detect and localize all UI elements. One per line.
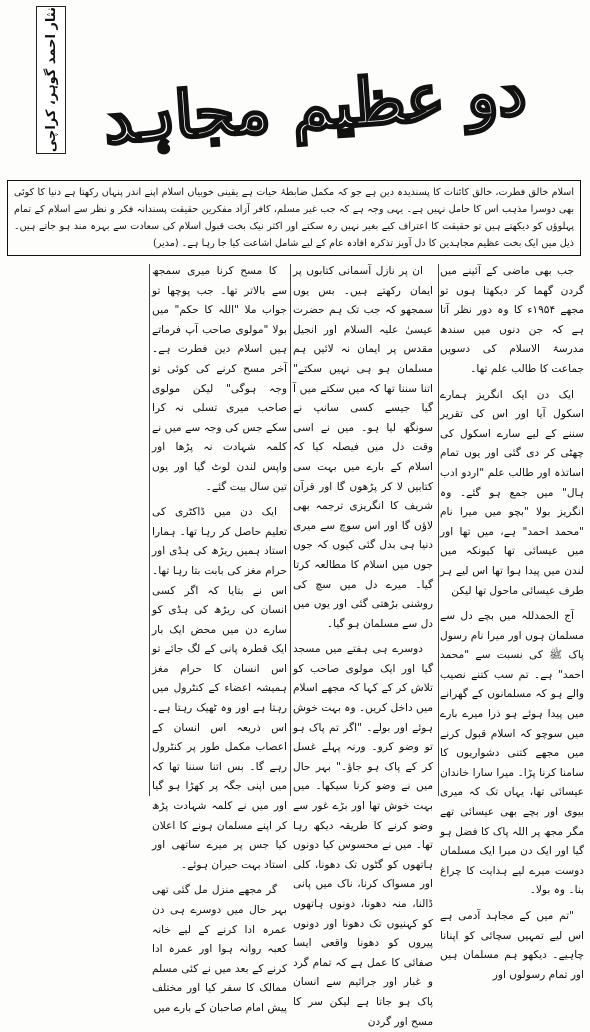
article-column-2 xyxy=(293,262,433,1028)
intro-text: اسلام خالق فطرت، خالق کائنات کا پسندیدہ دین ہے جو کہ مکمل ضابطۂ حیات ہے یقینی خوبیاں اسلام اپنے اندر پنہاں رکھتا ہے دنیا کا کوئی بھی دوسرا مذہب اس کا حامل نہیں ہے۔ یہی وجہ ہے کہ جب غیر مسلم، کافر آزاد مفکرین حقیقت پسندانہ فکر و نظر سے اسلام کے تمام پہلوؤں کو دیکھتے ہیں تو حقیقت کا اعتراف کیے بغیر نہیں رہ سکتے اور اکثر نیک بخت قبول اسلام کی سعادت سے بہرہ مند ہو جاتے ہیں۔ ذیل میں ایک بخت عظیم مجاہدین کا دل آویز تذکرہ افادہ عام کے لیے شامل اشاعت کیا جا رہا ہے۔ (مدیر) xyxy=(14,187,574,249)
column-divider xyxy=(290,264,291,796)
paragraph: گر مجھے منزل مل گئی تھی بہر حال میں دوسرے ہی دن عمرہ ادا کرنے کے لیے خانہ کعبہ روانہ ہوا اور عمرہ ادا کرنے کے بعد میں نے کئی مسلم ممالک کا سفر کیا اور مختلف پیش امام صاحبان کے بارے میں xyxy=(152,884,287,1014)
paragraph: کا مسح کرنا میری سمجھ سے بالاتر تھا۔ جب پوچھا تو جواب ملا "اللہ کا حکم" میں بولا "مولوی صاحب آپ فرماتے ہیں اسلام دین فطرت ہے۔ آخر مسح کرنے کی کوئی تو وجہ ہوگی" لیکن مولوی صاحب میری تسلی نہ کرا سکے جس کی وجہ سے میں نے کلمہ شہادت نہ پڑھا اور واپس لندن لوٹ گیا اور یوں تین سال بیت گئے۔ xyxy=(152,265,287,493)
column-divider xyxy=(438,264,439,796)
paragraph: جب بھی ماضی کے آئینے میں گردن گھما کر دیکھتا ہوں تو مجھے ۱۹۵۴ء کا وہ دور نظر آتا ہے کہ جن دنوں میں سندھ مدرسۃ الاسلام کی دسویں جماعت کا طالب علم تھا۔ xyxy=(440,265,584,375)
article-column-3 xyxy=(152,262,287,1014)
paragraph: آج الحمدللہ میں بچے دل سے مسلمان ہوں اور میرا نام رسول پاک ﷺ کی نسبت سے "محمد احمد" ہے۔ تم سب کتنے نصیب والے ہو کہ مسلمانوں کے گھرانے میں پیدا ہوئے ہو ذرا میرے بارے میں سوچو کہ اسلام قبول کرنے میں مجھے کتنی دشواریوں کا سامنا کرنا پڑا۔ میرا سارا خاندان عیسائی تھا، یہاں تک کہ میری بیوی اور بچے بھی عیسائی تھے مگر مجھ پر اللہ پاک کا فضل ہو گیا اور ایک دن میرا ایک مسلمان دوست میرے لیے ہدایت کا چراغ بنا۔ وہ بولا۔ xyxy=(440,610,584,897)
article-column-1 xyxy=(440,262,584,981)
column-divider xyxy=(149,264,150,796)
article-title xyxy=(101,39,529,174)
paragraph: ان پر نازل آسمانی کتابوں پر ایمان رکھتے ہیں۔ بس یوں سمجھو کہ جب تک ہم حضرت عیسیٰ علیہ السلام اور انجیل مقدس پر ایمان نہ لائیں ہم مسلمان ہو ہی نہیں سکتے" اتنا سننا تھا کہ میں سکتے میں آ گیا جیسے کسی سانپ نے سونگھ لیا ہو۔ میں نے اسی وقت دل میں فیصلہ کیا کہ اسلام کے بارے میں بہت سی کتابیں لا کر پڑھوں گا اور قرآن شریف کا انگریزی ترجمہ بھی لاؤں گا اور اس سوچ سے میری دنیا ہی بدل گئی کیوں کہ جوں جوں میں اسلام کا مطالعہ کرتا گیا۔ میرے دل میں سچ کی روشنی بڑھتی گئی اور یوں میں دل سے مسلمان ہو گیا۔ xyxy=(293,265,433,630)
author-byline xyxy=(36,6,66,154)
paragraph: ایک دن میں ڈاکٹری کی تعلیم حاصل کر رہا تھا۔ ہمارا استاد ہمیں ریڑھ کی ہڈی اور حرام مغز کی بابت بتا رہا تھا۔ اس نے بتایا کہ اگر کسی انسان کی ریڑھ کی ہڈی کو سارے دن میں محض ایک بار ایک قطرہ پانی کے لگ جائے تو اس انسان کا حرام مغز ہمیشہ اعضاء کے کنٹرول میں رہتا ہے اور وہ ٹھیک رہتا ہے۔ اس ذریعہ اس انسان کے اعصاب مکمل طور پر کنٹرول رہے گا۔ بس اتنا سننا تھا کہ میں اپنی جگہ پر کھڑا ہو گیا اور میں نے کلمہ شہادت پڑھ کر اپنے مسلمان ہونے کا اعلان کیا جس پر میرے ساتھی اور استاد بہت حیران ہوئے۔ xyxy=(152,506,287,871)
paragraph: "تم میں کے مجاہد آدمی ہے اس لیے تمہیں سچائی کو اپنانا چاہیے۔ دیکھو ہم مسلمان ہیں اور تمام رسولوں اور xyxy=(440,910,584,981)
paragraph: ایک دن ایک انگریز ہمارے اسکول آیا اور اس کی تقریر سننے کے لیے سارے اسکول کی چھٹی کر دی گئی اور یوں تمام اساتذہ اور طالب علم "اردو ادب ہال" میں جمع ہو گئے۔ وہ انگریز بولا "بچو میں میرا نام "محمد احمد" ہے، میں تھا اور میں عیسائی تھا کیونکہ میں لندن میں پیدا ہوا تھا اس لیے ہر طرف عیسائی ماحول تھا لیکن xyxy=(440,388,584,597)
editor-intro-box xyxy=(7,180,581,256)
article-column-4 xyxy=(6,262,146,800)
byline-text: نثار احمد گوہر، کراچی xyxy=(43,7,59,153)
paragraph: دوسرے ہی ہفتے میں مسجد گیا اور ایک مولوی صاحب کو تلاش کر کے کہا کہ مجھے اسلام میں داخل کریں۔ وہ بہت خوش ہوئے اور بولے۔ "اگر تم پاک ہو تو وضو کرو۔ ورنہ پہلے غسل کر کے پاک ہو جاؤ۔" بہر حال میں نے وضو کرنا سیکھا۔ میں بہت خوش تھا اور بڑے غور سے وضو کرنے کا طریقہ دیکھ رہا تھا۔ میں نے محسوس کیا دونوں ہاتھوں کو گٹوں تک دھونا، کلی اور مسواک کرنا، ناک میں پانی ڈالنا، منہ دھونا، دونوں ہاتھوں کو کہنیوں تک دھونا اور دونوں پیروں کو دھونا واقعی ایسا صفائی کا عمل ہے کہ تمام گرد و غبار اور جراثیم سے انسان پاک ہو جاتا ہے لیکن سر کا مسح اور گردن xyxy=(293,643,433,1028)
title-text: دو عظیم مجاہد xyxy=(101,53,529,159)
